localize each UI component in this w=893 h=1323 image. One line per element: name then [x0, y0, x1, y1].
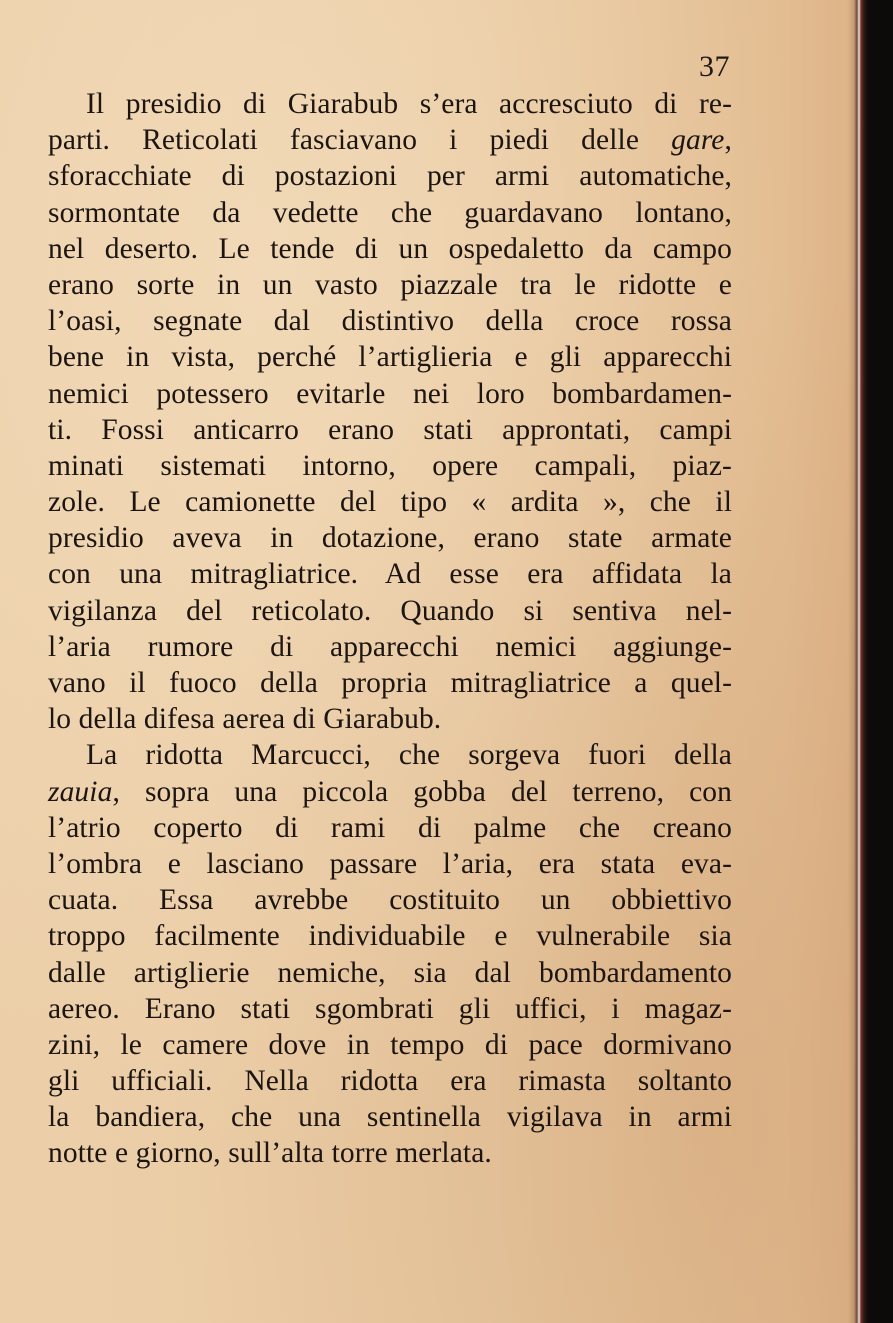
- text-line: dalle artiglierie nemiche, sia dal bombardamento: [48, 956, 732, 989]
- text-line: Il presidio di Giarabub s’era accresciuto di re-: [86, 88, 732, 120]
- text-line: zauia, sopra una piccola gobba del terreno, con: [48, 775, 732, 808]
- text-line: cuata. Essa avrebbe costituito un obbiettivo: [48, 884, 732, 917]
- italic-word: zauia: [48, 775, 113, 808]
- book-binding-edge: [848, 0, 893, 1323]
- text-line: bene in vista, perché l’artiglieria e gli apparecchi: [48, 341, 732, 374]
- body-text: [48, 86, 732, 1172]
- text-line: nel deserto. Le tende di un ospedaletto da campo: [48, 232, 732, 265]
- text-line: ti. Fossi anticarro erano stati approntati, campi: [48, 413, 732, 446]
- text-line: troppo facilmente individuabile e vulnerabile sia: [48, 920, 732, 953]
- text-line: vano il fuoco della propria mitragliatrice a quel-: [48, 667, 732, 699]
- text-line: sormontate da vedette che guardavano lontano,: [48, 196, 732, 229]
- text-line: vigilanza del reticolato. Quando si sentiva nel-: [48, 594, 732, 627]
- text-line: sforacchiate di postazioni per armi automatiche,: [48, 160, 732, 193]
- text-line: l’oasi, segnate dal distintivo della croce rossa: [48, 305, 732, 338]
- text-line: erano sorte in un vasto piazzale tra le ridotte e: [48, 268, 732, 301]
- text-line: l’ombra e lasciano passare l’aria, era stata eva-: [48, 847, 732, 880]
- text-line: lo della difesa aerea di Giarabub.: [48, 703, 442, 736]
- text-line: La ridotta Marcucci, che sorgeva fuori della: [86, 739, 732, 772]
- text-line: minati sistemati intorno, opere campali, piaz-: [48, 449, 732, 482]
- text-line: zole. Le camionette del tipo « ardita », che il: [48, 486, 732, 519]
- text-line: con una mitragliatrice. Ad esse era affidata la: [48, 558, 732, 591]
- page-number: 37: [699, 50, 730, 83]
- text-line: zini, le camere dove in tempo di pace dormivano: [48, 1028, 732, 1061]
- text-line: l’aria rumore di apparecchi nemici aggiunge-: [48, 630, 732, 663]
- text-line: aereo. Erano stati sgombrati gli uffici, i magaz-: [48, 992, 732, 1025]
- text-line: la bandiera, che una sentinella vigilava in armi: [48, 1101, 732, 1134]
- text-line: notte e giorno, sull’alta torre merlata.: [48, 1137, 492, 1170]
- text-line: gli ufficiali. Nella ridotta era rimasta soltanto: [48, 1065, 732, 1098]
- text-line: parti. Reticolati fasciavano i piedi delle gare,: [48, 124, 732, 157]
- italic-word: gare: [671, 124, 725, 157]
- text-line: nemici potessero evitarle nei loro bombardamen-: [48, 377, 732, 410]
- text-line: l’atrio coperto di rami di palme che creano: [48, 811, 732, 844]
- text-line: presidio aveva in dotazione, erano state armate: [48, 522, 732, 555]
